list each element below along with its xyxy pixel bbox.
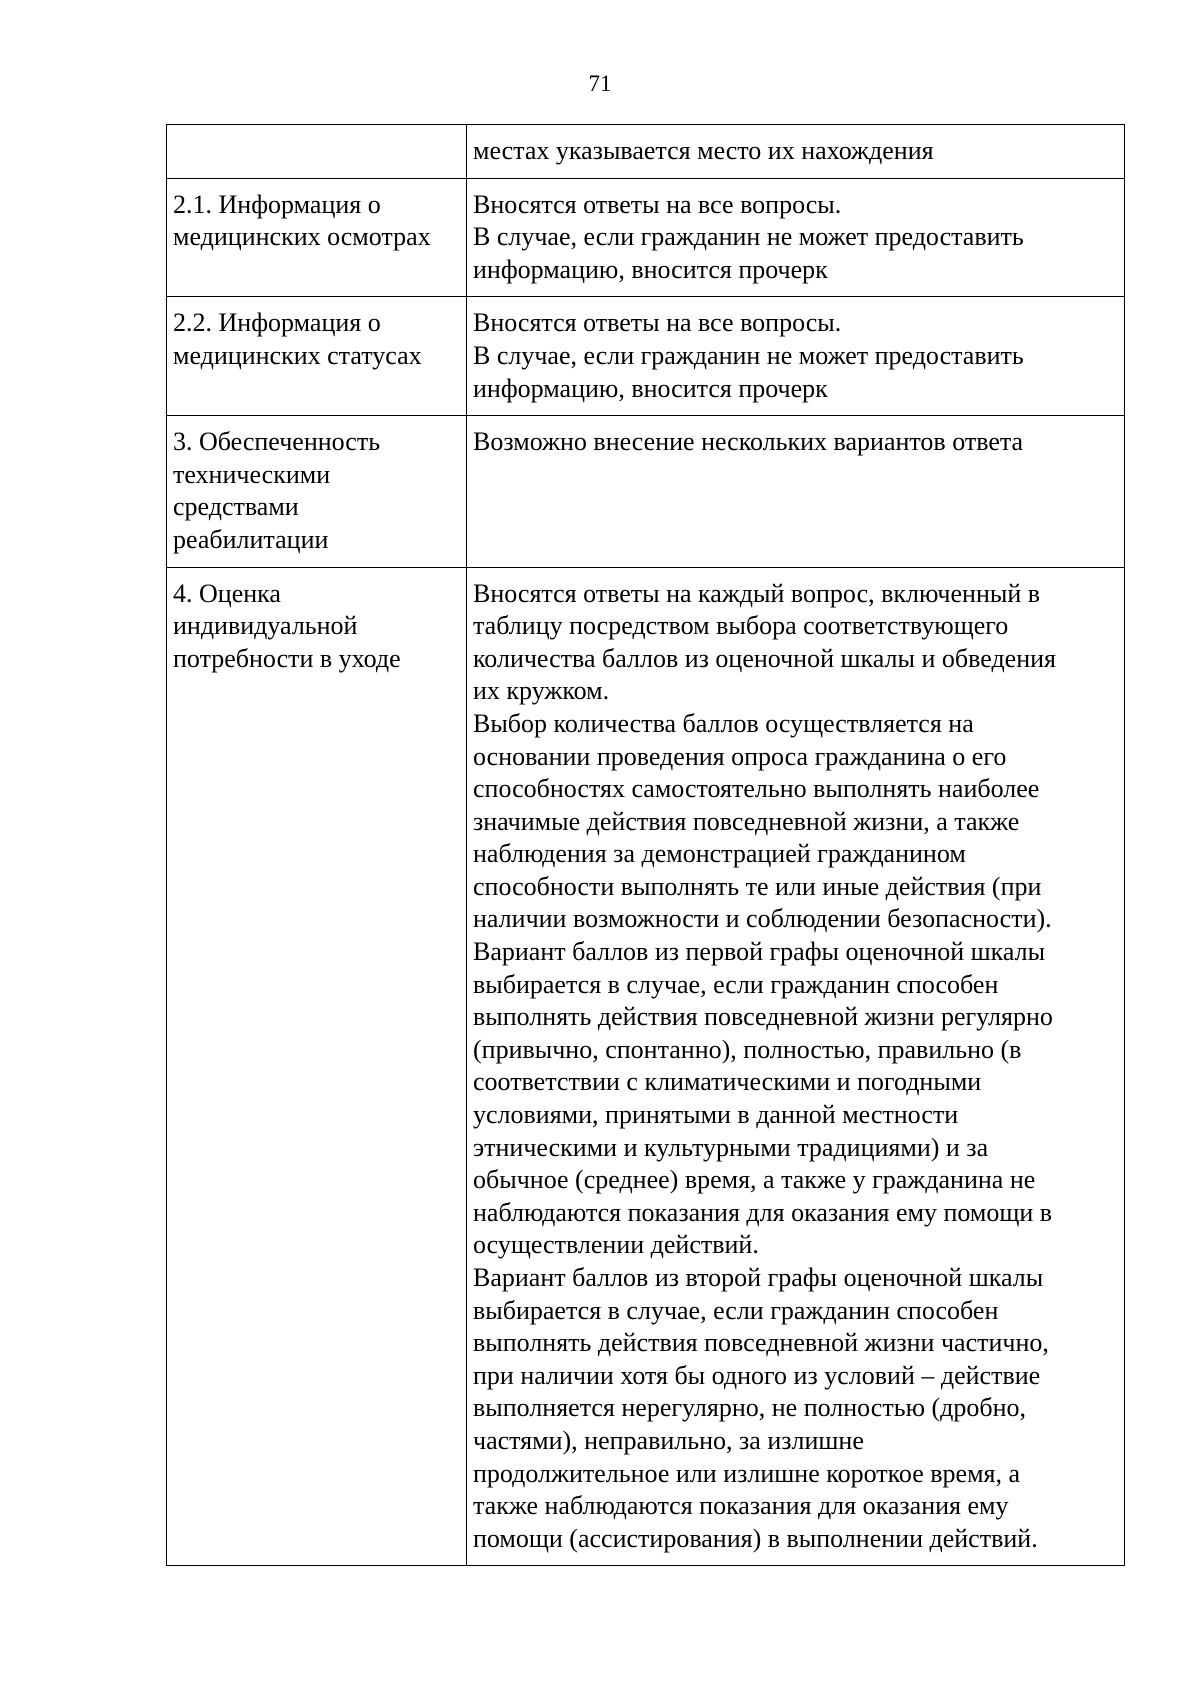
instruction-line: В случае, если гражданин не может предоставить: [473, 222, 1024, 252]
instruction-line: основании проведения опроса гражданина о его: [473, 741, 1007, 771]
instruction-line: Выбор количества баллов осуществляется на: [473, 708, 974, 738]
instruction-line: условиями, принятыми в данной местности: [473, 1100, 959, 1130]
instruction-line: (привычно, спонтанно), полностью, правильно (в: [473, 1034, 1022, 1064]
section-name-cell: [167, 178, 467, 297]
section-name-line: индивидуальной: [173, 611, 358, 641]
instruction-line: соответствии с климатическими и погодными: [473, 1067, 982, 1097]
instruction-line: обычное (среднее) время, а также у гражданина не: [473, 1165, 1036, 1195]
instruction-cell: [467, 297, 1125, 416]
instruction-line: выбирается в случае, если гражданин способен: [473, 969, 999, 999]
instruction-line: также наблюдаются показания для оказания ему: [473, 1491, 1009, 1521]
instruction-line: осуществлении действий.: [473, 1230, 759, 1260]
instruction-line: информацию, вносится прочерк: [473, 373, 828, 403]
instruction-line: количества баллов из оценочной шкалы и обведения: [473, 643, 1056, 673]
instruction-line: наблюдения за демонстрацией гражданином: [473, 839, 966, 869]
table-row: [167, 567, 1125, 1566]
table-row: [167, 416, 1125, 567]
section-name-line: техническими: [173, 459, 331, 489]
section-name-line: потребности в уходе: [173, 643, 401, 673]
instruction-line: выполнять действия повседневной жизни частично,: [473, 1328, 1049, 1358]
instruction-cell: [467, 416, 1125, 567]
instruction-line: Вносятся ответы на все вопросы.: [473, 308, 842, 338]
section-name-cell: [167, 567, 467, 1566]
section-name-line: реабилитации: [173, 524, 329, 554]
instruction-line: этническими и культурными традициями) и за: [473, 1132, 989, 1162]
instruction-line: помощи (ассистирования) в выполнении действий.: [473, 1523, 1038, 1553]
instruction-line: частями), неправильно, за излишне: [473, 1425, 864, 1455]
instruction-line: выполнять действия повседневной жизни регулярно: [473, 1002, 1053, 1032]
instruction-line: их кружком.: [473, 676, 610, 706]
instruction-line: Вариант баллов из первой графы оценочной шкалы: [473, 937, 1046, 967]
instruction-cell: [467, 125, 1125, 179]
instructions-table: [166, 124, 1125, 1566]
instruction-cell: [467, 178, 1125, 297]
instruction-line: продолжительное или излишне короткое время, а: [473, 1458, 1021, 1488]
instruction-line: таблицу посредством выбора соответствующего: [473, 611, 1009, 641]
section-name-line: 3. Обеспеченность: [173, 427, 381, 457]
table-row: [167, 178, 1125, 297]
instruction-line: местах указывается место их нахождения: [473, 136, 934, 165]
page-number: 71: [588, 71, 612, 96]
instruction-line: Вносятся ответы на все вопросы.: [473, 189, 842, 219]
section-name-line: медицинских осмотрах: [173, 222, 431, 252]
instruction-line: Вариант баллов из второй графы оценочной шкалы: [473, 1263, 1044, 1292]
section-name-cell: [167, 297, 467, 416]
instruction-line: наличии возможности и соблюдении безопасности).: [473, 904, 1052, 934]
instruction-cell: [467, 567, 1125, 1566]
instruction-line: способности выполнять те или иные действия (при: [473, 871, 1042, 901]
section-name-cell: [167, 125, 467, 179]
instruction-line: при наличии хотя бы одного из условий – действие: [473, 1360, 1041, 1390]
instruction-line: информацию, вносится прочерк: [473, 254, 828, 284]
section-name-line: 2.1. Информация о: [173, 189, 381, 219]
instruction-line: В случае, если гражданин не может предоставить: [473, 340, 1024, 370]
section-name-line: медицинских статусах: [173, 340, 422, 370]
table-row: [167, 297, 1125, 416]
section-name-cell: [167, 416, 467, 567]
section-name-line: 2.2. Информация о: [173, 308, 381, 338]
instruction-line: способностях самостоятельно выполнять наиболее: [473, 774, 1040, 804]
instruction-line: выбирается в случае, если гражданин способен: [473, 1295, 999, 1325]
table-body: [167, 125, 1125, 1566]
instruction-line: Вносятся ответы на каждый вопрос, включенный в: [473, 578, 1041, 608]
section-name-line: 4. Оценка: [173, 578, 281, 608]
section-name-line: средствами: [173, 492, 299, 522]
instruction-line: Возможно внесение нескольких вариантов ответа: [473, 427, 1024, 457]
instruction-line: наблюдаются показания для оказания ему помощи в: [473, 1197, 1053, 1227]
table-row: [167, 125, 1125, 179]
instruction-line: выполняется нерегулярно, не полностью (дробно,: [473, 1393, 1027, 1423]
instruction-line: значимые действия повседневной жизни, а также: [473, 806, 1020, 836]
